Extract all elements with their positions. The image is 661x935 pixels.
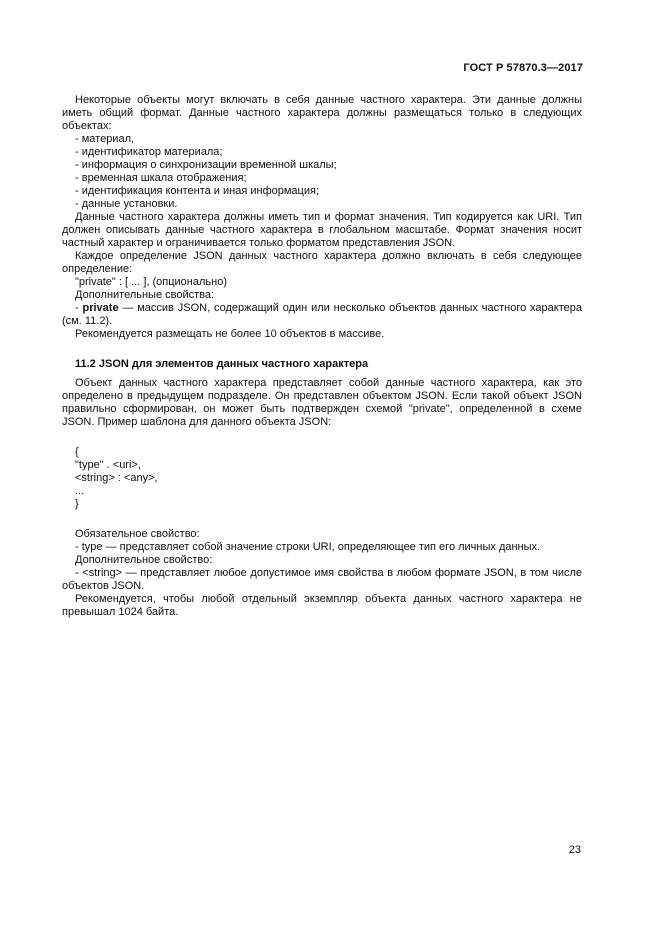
private-item-text: — массив JSON, содержащий один или несколько объектов данных частного характера (см. 11.2). — [62, 302, 582, 327]
page-number: 23 — [568, 844, 581, 856]
code-line: <string> : <any>, — [75, 472, 158, 484]
list-item: - идентификация контента и иная информация; — [75, 185, 319, 197]
code-line: { — [75, 446, 79, 458]
list-item: - данные установки. — [75, 198, 178, 210]
list-item: - идентификатор материала; — [75, 146, 223, 158]
list-item: - материал, — [75, 133, 135, 145]
code-line: } — [75, 498, 79, 510]
objects-list — [62, 133, 582, 211]
code-line: "type" . <uri>, — [75, 459, 141, 471]
definition-paragraph: Каждое определение JSON данных частного характера должно включать в себя следующее определение: — [62, 250, 582, 275]
private-term: private — [82, 302, 119, 314]
final-recommendation-paragraph: Рекомендуется, чтобы любой отдельный экземпляр объекта данных частного характера не превышал 1024 байта. — [62, 593, 582, 618]
additional-property-label: Дополнительное свойство: — [75, 554, 213, 566]
intro-paragraph: Некоторые объекты могут включать в себя данные частного характера. Эти данные должны иметь общий формат. Данные частного характера должны размещаться только в следующих объектах: — [62, 94, 582, 132]
section-paragraph: Объект данных частного характера представляет собой данные частного характера, как это определено в предыдущем подразделе. Он представлен объектом JSON. Если такой объект JSON правильно сформирован, он может быть подтвержден схемой "private", определенной в схеме JSON. Пример шаблона для данного объекта JSON: — [62, 377, 582, 428]
additional-properties-label: Дополнительные свойства: — [75, 289, 215, 301]
standard-code-header: ГОСТ Р 57870.3—2017 — [463, 62, 583, 74]
list-item: - информация о синхронизации временной шкалы; — [75, 159, 337, 171]
recommendation-paragraph: Рекомендуется размещать не более 10 объектов в массиве. — [75, 328, 385, 340]
code-line: ... — [75, 485, 85, 497]
list-item: - временная шкала отображения; — [75, 172, 247, 184]
section-heading: 11.2 JSON для элементов данных частного характера — [75, 358, 369, 370]
json-template-code — [62, 446, 582, 511]
private-declaration: "private" : [ ... ], (опционально) — [75, 276, 227, 288]
page-content — [62, 94, 582, 619]
type-format-paragraph: Данные частного характера должны иметь тип и формат значения. Тип кодируется как URI. Тип должен описывать данные частного характера в глобальном масштабе. Формат значения носит частный характер и ограничивается только форматом представления JSON. — [62, 211, 582, 249]
mandatory-property-label: Обязательное свойство: — [75, 528, 200, 540]
private-item-prefix: - — [75, 302, 83, 314]
private-property-item — [62, 302, 582, 328]
mandatory-property-item: - type — представляет собой значение строки URI, определяющее тип его личных данных. — [75, 541, 541, 553]
additional-property-item: - <string> — представляет любое допустимое имя свойства в любом формате JSON, в том числе объектов JSON. — [62, 567, 582, 592]
